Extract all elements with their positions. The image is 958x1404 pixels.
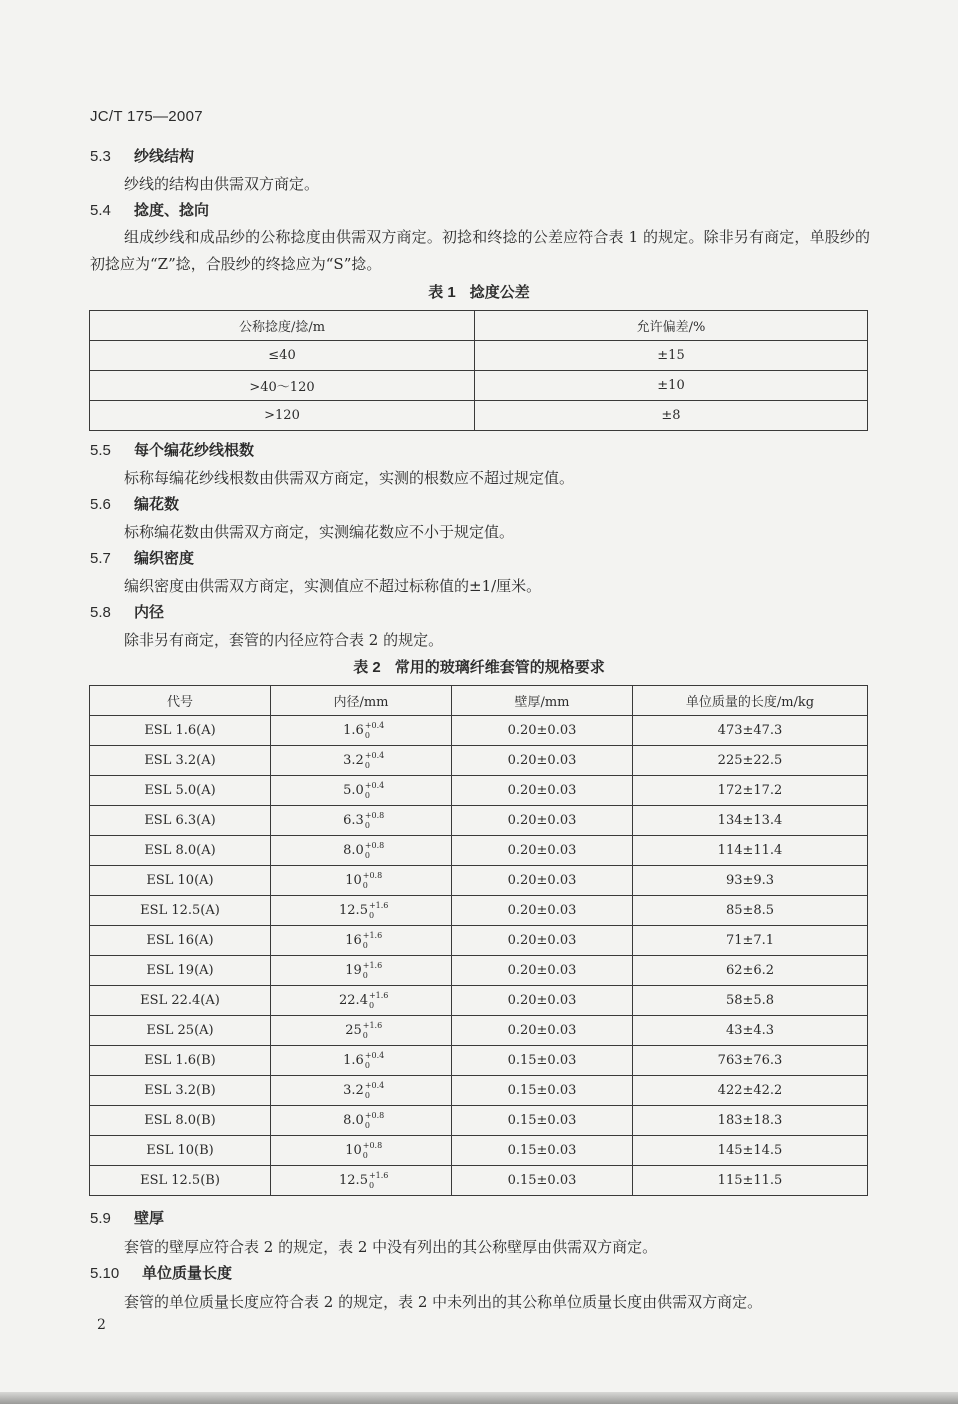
length-per-mass-cell: 58±5.8 [633, 986, 868, 1016]
length-per-mass-cell: 225±22.5 [633, 746, 868, 776]
length-per-mass-cell: 172±17.2 [633, 776, 868, 806]
table-1-caption-number: 表 1 [428, 284, 456, 301]
table-row [90, 371, 868, 401]
page-number: 2 [97, 1317, 106, 1333]
twist-tolerance-table [89, 310, 868, 431]
header-cell: 单位质量的长度/m/kg [633, 686, 868, 716]
inner-diameter-cell [271, 776, 452, 806]
header-cell: 壁厚/mm [452, 686, 633, 716]
section-5-3-body: 纱线的结构由供需双方商定。 [124, 175, 320, 193]
table-row [90, 836, 868, 866]
diameter-tolerance [362, 1020, 383, 1040]
wall-thickness-cell: 0.20±0.03 [452, 986, 633, 1016]
length-per-mass-cell: 93±9.3 [633, 866, 868, 896]
wall-thickness-cell: 0.20±0.03 [452, 896, 633, 926]
diameter-nominal: 3.2 [343, 1083, 364, 1098]
table-row [90, 1106, 868, 1136]
wall-thickness-cell: 0.20±0.03 [452, 836, 633, 866]
diameter-tolerance [364, 1110, 385, 1130]
code-cell: ESL 16(A) [90, 926, 271, 956]
inner-diameter-cell [271, 986, 452, 1016]
code-cell: ESL 8.0(A) [90, 836, 271, 866]
wall-thickness-cell: 0.20±0.03 [452, 866, 633, 896]
section-5-4-heading [90, 199, 209, 220]
inner-diameter-cell [271, 1166, 452, 1196]
diameter-tolerance [368, 1170, 389, 1190]
inner-diameter-cell [271, 1106, 452, 1136]
length-per-mass-cell: 71±7.1 [633, 926, 868, 956]
diameter-nominal: 8.0 [343, 1113, 364, 1128]
code-cell: ESL 1.6(A) [90, 716, 271, 746]
length-per-mass-cell: 183±18.3 [633, 1106, 868, 1136]
section-title: 壁厚 [134, 1210, 165, 1227]
inner-diameter-cell [271, 806, 452, 836]
code-cell: ESL 5.0(A) [90, 776, 271, 806]
inner-diameter-cell [271, 1136, 452, 1166]
wall-thickness-cell: 0.20±0.03 [452, 776, 633, 806]
diameter-nominal: 22.4 [339, 993, 368, 1008]
section-5-9-body: 套管的壁厚应符合表 2 的规定，表 2 中没有列出的其公称壁厚由供需双方商定。 [124, 1238, 658, 1256]
header-cell: 公称捻度/捻/m [90, 311, 475, 341]
table-1-caption [0, 281, 958, 302]
diameter-tolerance [364, 840, 385, 860]
sleeve-spec-table [89, 685, 868, 1196]
upper-deviation: +0.4 [364, 720, 385, 730]
inner-diameter-cell [271, 716, 452, 746]
length-per-mass-cell: 145±14.5 [633, 1136, 868, 1166]
table-2-caption-number: 表 2 [353, 659, 381, 676]
length-per-mass-cell: 43±4.3 [633, 1016, 868, 1046]
section-5-3-heading [90, 145, 194, 166]
section-title: 每个编花纱线根数 [134, 442, 255, 459]
diameter-nominal: 1.6 [343, 1053, 364, 1068]
diameter-nominal: 19 [345, 963, 362, 978]
table-header-row [90, 311, 868, 341]
table-header-row [90, 686, 868, 716]
table-row [90, 1076, 868, 1106]
diameter-tolerance [362, 960, 383, 980]
diameter-nominal: 5.0 [343, 783, 364, 798]
diameter-tolerance [364, 810, 385, 830]
lower-deviation: 0 [364, 1090, 370, 1100]
table-row [90, 746, 868, 776]
upper-deviation: +1.6 [368, 900, 389, 910]
section-number: 5.4 [90, 202, 111, 219]
section-5-5-heading [90, 439, 254, 460]
code-cell: ESL 19(A) [90, 956, 271, 986]
table-row [90, 1136, 868, 1166]
wall-thickness-cell: 0.20±0.03 [452, 926, 633, 956]
section-5-5-body: 标称每编花纱线根数由供需双方商定，实测的根数应不超过规定值。 [124, 469, 575, 487]
table-row [90, 776, 868, 806]
inner-diameter-cell [271, 896, 452, 926]
table-row [90, 986, 868, 1016]
code-cell: ESL 10(B) [90, 1136, 271, 1166]
wall-thickness-cell: 0.20±0.03 [452, 956, 633, 986]
inner-diameter-cell [271, 926, 452, 956]
wall-thickness-cell: 0.15±0.03 [452, 1136, 633, 1166]
code-cell: ESL 12.5(B) [90, 1166, 271, 1196]
table-row [90, 806, 868, 836]
code-cell: ESL 6.3(A) [90, 806, 271, 836]
length-per-mass-cell: 114±11.4 [633, 836, 868, 866]
table-2-caption-title: 常用的玻璃纤维套管的规格要求 [394, 659, 605, 676]
section-title: 内径 [134, 604, 165, 621]
diameter-nominal: 12.5 [339, 903, 368, 918]
section-5-8-body: 除非另有商定，套管的内径应符合表 2 的规定。 [124, 631, 444, 649]
length-per-mass-cell: 85±8.5 [633, 896, 868, 926]
table-row [90, 896, 868, 926]
section-5-9-heading [90, 1207, 164, 1228]
diameter-nominal: 25 [345, 1023, 362, 1038]
lower-deviation: 0 [362, 880, 368, 890]
section-number: 5.8 [90, 604, 111, 621]
section-5-10-heading [90, 1262, 232, 1283]
section-number: 5.3 [90, 148, 111, 165]
section-number: 5.6 [90, 496, 111, 513]
table-row [90, 1016, 868, 1046]
section-5-7-body: 编织密度由供需双方商定，实测值应不超过标称值的±1/厘米。 [124, 577, 542, 595]
wall-thickness-cell: 0.20±0.03 [452, 806, 633, 836]
header-cell: 代号 [90, 686, 271, 716]
diameter-nominal: 12.5 [339, 1173, 368, 1188]
diameter-nominal: 6.3 [343, 813, 364, 828]
tolerance-cell: ±15 [475, 341, 868, 371]
section-5-8-heading [90, 601, 164, 622]
lower-deviation: 0 [368, 1000, 375, 1010]
section-number: 5.9 [90, 1210, 111, 1227]
section-5-6-body: 标称编花数由供需双方商定，实测编花数应不小于规定值。 [124, 523, 515, 541]
diameter-tolerance [364, 1050, 385, 1070]
upper-deviation: +0.8 [364, 840, 385, 850]
diameter-nominal: 16 [345, 933, 362, 948]
diameter-tolerance [362, 1140, 383, 1160]
wall-thickness-cell: 0.20±0.03 [452, 1016, 633, 1046]
tolerance-cell: ±10 [475, 371, 868, 401]
diameter-tolerance [368, 900, 389, 920]
section-title: 纱线结构 [134, 148, 195, 165]
lower-deviation: 0 [362, 940, 368, 950]
inner-diameter-cell [271, 1046, 452, 1076]
table-row [90, 1046, 868, 1076]
lower-deviation: 0 [364, 1120, 370, 1130]
inner-diameter-cell [271, 746, 452, 776]
code-cell: ESL 1.6(B) [90, 1046, 271, 1076]
table-row [90, 1166, 868, 1196]
diameter-tolerance [368, 990, 389, 1010]
wall-thickness-cell: 0.20±0.03 [452, 746, 633, 776]
upper-deviation: +0.8 [362, 1140, 383, 1150]
upper-deviation: +0.4 [364, 780, 385, 790]
standard-code: JC/T 175—2007 [90, 108, 203, 125]
diameter-nominal: 3.2 [343, 753, 364, 768]
table-2-caption [0, 656, 958, 677]
length-per-mass-cell: 115±11.5 [633, 1166, 868, 1196]
table-row [90, 866, 868, 896]
section-5-6-heading [90, 493, 179, 514]
lower-deviation: 0 [364, 730, 370, 740]
section-title: 编织密度 [134, 550, 195, 567]
lower-deviation: 0 [368, 1180, 375, 1190]
length-per-mass-cell: 763±76.3 [633, 1046, 868, 1076]
upper-deviation: +0.8 [362, 870, 383, 880]
inner-diameter-cell [271, 1076, 452, 1106]
inner-diameter-cell [271, 836, 452, 866]
table-row [90, 926, 868, 956]
code-cell: ESL 8.0(B) [90, 1106, 271, 1136]
lower-deviation: 0 [364, 820, 370, 830]
upper-deviation: +1.6 [368, 990, 389, 1000]
length-per-mass-cell: 422±42.2 [633, 1076, 868, 1106]
lower-deviation: 0 [364, 1060, 370, 1070]
lower-deviation: 0 [364, 790, 370, 800]
table-row [90, 716, 868, 746]
lower-deviation: 0 [362, 1150, 368, 1160]
wall-thickness-cell: 0.15±0.03 [452, 1046, 633, 1076]
upper-deviation: +0.4 [364, 1080, 385, 1090]
section-5-7-heading [90, 547, 194, 568]
table-row [90, 341, 868, 371]
code-cell: ESL 3.2(B) [90, 1076, 271, 1106]
diameter-tolerance [362, 870, 383, 890]
code-cell: ESL 10(A) [90, 866, 271, 896]
diameter-tolerance [364, 720, 385, 740]
diameter-tolerance [364, 1080, 385, 1100]
diameter-tolerance [362, 930, 383, 950]
code-cell: ESL 12.5(A) [90, 896, 271, 926]
inner-diameter-cell [271, 956, 452, 986]
upper-deviation: +1.6 [362, 960, 383, 970]
section-number: 5.5 [90, 442, 111, 459]
nominal-twist-cell: >120 [90, 401, 475, 431]
wall-thickness-cell: 0.15±0.03 [452, 1166, 633, 1196]
wall-thickness-cell: 0.20±0.03 [452, 716, 633, 746]
section-title: 单位质量长度 [142, 1265, 233, 1282]
upper-deviation: +1.6 [362, 930, 383, 940]
diameter-nominal: 10 [345, 873, 362, 888]
section-5-4-body: 组成纱线和成品纱的公称捻度由供需双方商定。初捻和终捻的公差应符合表 1 的规定。除非另有商定，单股纱的初捻应为“Z”捻，合股纱的终捻应为“S”捻。 [90, 228, 870, 273]
nominal-twist-cell: >40～120 [90, 371, 475, 401]
length-per-mass-cell: 473±47.3 [633, 716, 868, 746]
upper-deviation: +0.4 [364, 1050, 385, 1060]
section-5-10-body: 套管的单位质量长度应符合表 2 的规定，表 2 中未列出的其公称单位质量长度由供需双方商定。 [124, 1293, 763, 1311]
diameter-nominal: 10 [345, 1143, 362, 1158]
table-row [90, 956, 868, 986]
lower-deviation: 0 [364, 760, 370, 770]
lower-deviation: 0 [368, 910, 375, 920]
lower-deviation: 0 [362, 970, 368, 980]
diameter-nominal: 8.0 [343, 843, 364, 858]
code-cell: ESL 22.4(A) [90, 986, 271, 1016]
diameter-tolerance [364, 780, 385, 800]
header-cell: 允许偏差/% [475, 311, 868, 341]
upper-deviation: +1.6 [368, 1170, 389, 1180]
section-title: 编花数 [134, 496, 180, 513]
lower-deviation: 0 [364, 850, 370, 860]
wall-thickness-cell: 0.15±0.03 [452, 1076, 633, 1106]
length-per-mass-cell: 62±6.2 [633, 956, 868, 986]
wall-thickness-cell: 0.15±0.03 [452, 1106, 633, 1136]
upper-deviation: +1.6 [362, 1020, 383, 1030]
code-cell: ESL 3.2(A) [90, 746, 271, 776]
table-row [90, 401, 868, 431]
tolerance-cell: ±8 [475, 401, 868, 431]
scan-edge-shadow [0, 1392, 958, 1404]
inner-diameter-cell [271, 1016, 452, 1046]
upper-deviation: +0.4 [364, 750, 385, 760]
upper-deviation: +0.8 [364, 1110, 385, 1120]
inner-diameter-cell [271, 866, 452, 896]
upper-deviation: +0.8 [364, 810, 385, 820]
nominal-twist-cell: ≤40 [90, 341, 475, 371]
section-title: 捻度、捻向 [134, 202, 210, 219]
section-number: 5.7 [90, 550, 111, 567]
section-number: 5.10 [90, 1265, 120, 1282]
header-cell: 内径/mm [271, 686, 452, 716]
table-1-caption-title: 捻度公差 [469, 284, 530, 301]
diameter-tolerance [364, 750, 385, 770]
lower-deviation: 0 [362, 1030, 368, 1040]
length-per-mass-cell: 134±13.4 [633, 806, 868, 836]
diameter-nominal: 1.6 [343, 723, 364, 738]
code-cell: ESL 25(A) [90, 1016, 271, 1046]
